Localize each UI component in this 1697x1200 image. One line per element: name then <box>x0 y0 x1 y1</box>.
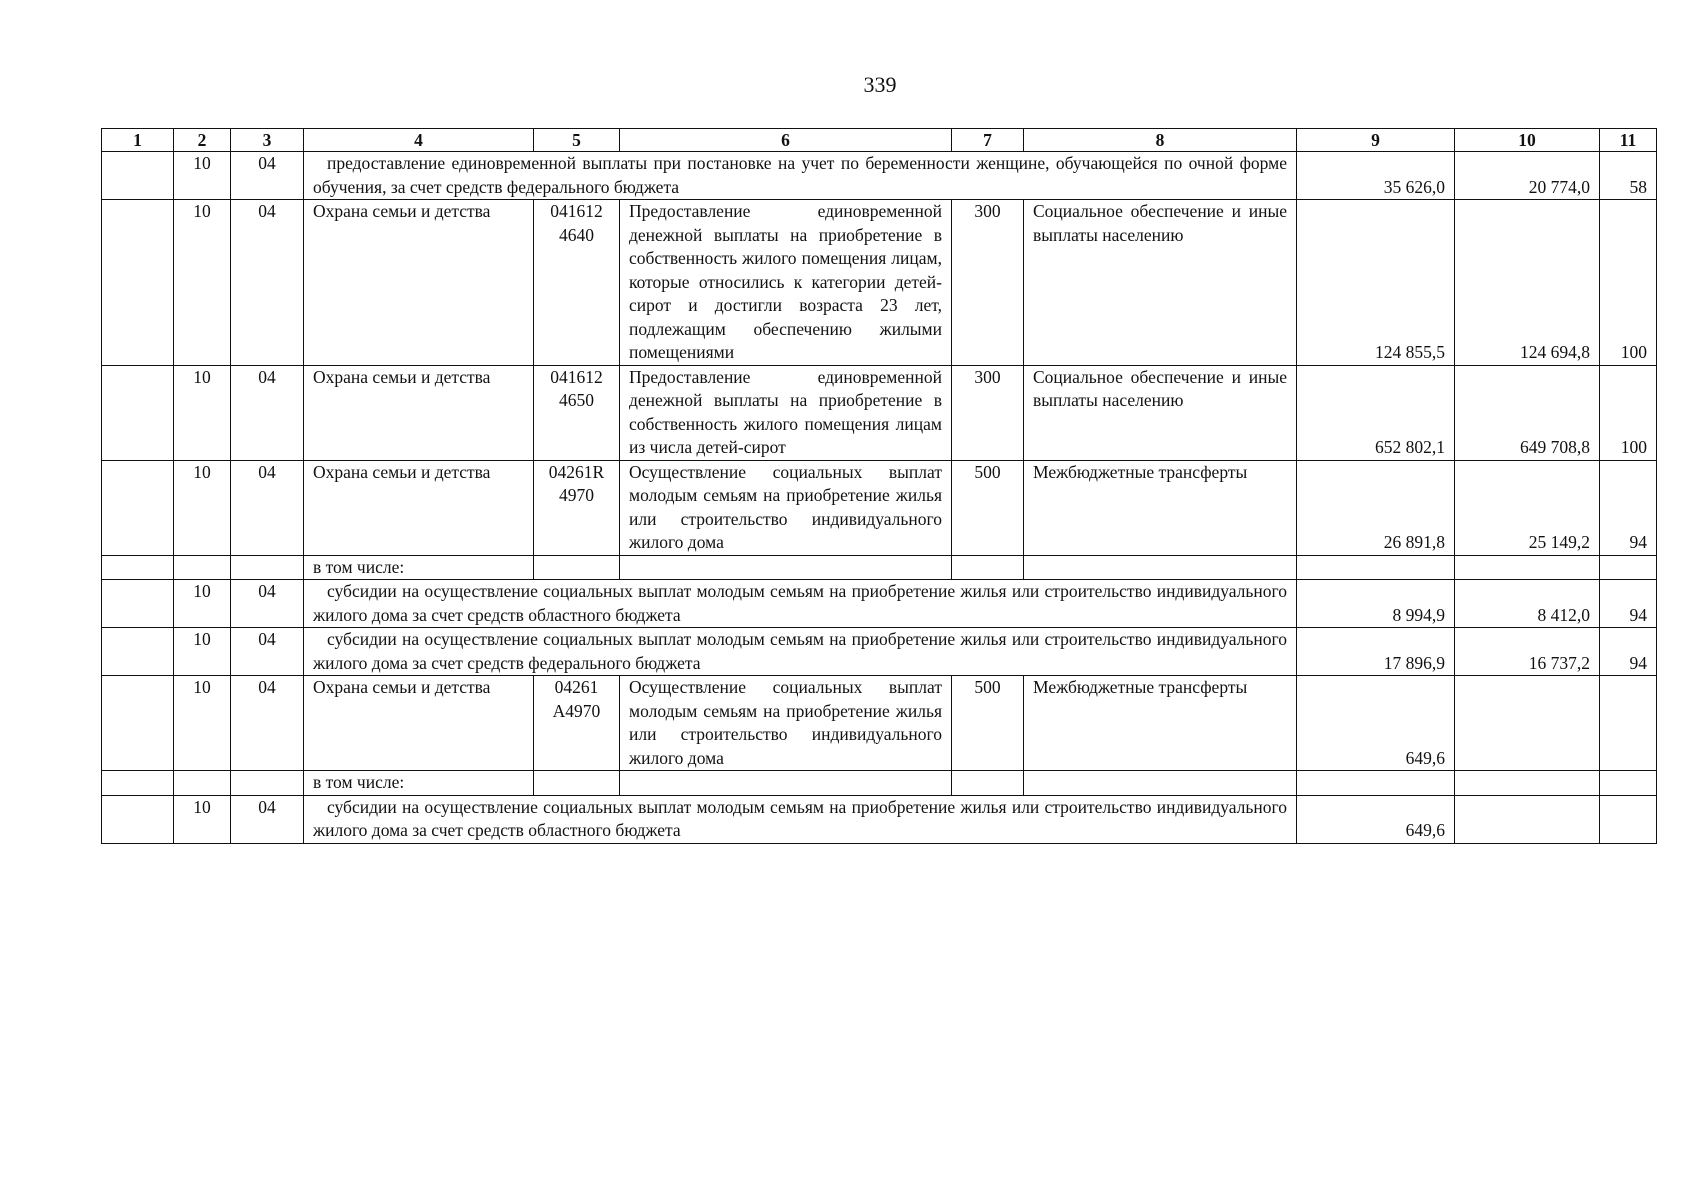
table-cell <box>1455 676 1600 771</box>
table-cell: Предоставление единовременной денежной выплаты на приобретение в собственность жилого помещения лицам, которые относились к категории детей-сирот и достигли возраста 23 лет, подлежащим обеспечению жилыми помещениями <box>620 200 952 366</box>
table-cell <box>620 771 952 796</box>
table-cell <box>1600 676 1657 771</box>
table-cell: 25 149,2 <box>1455 460 1600 555</box>
table-cell: 300 <box>952 365 1024 460</box>
table-cell: 17 896,9 <box>1297 628 1455 676</box>
table-cell: субсидии на осуществление социальных выплат молодым семьям на приобретение жилья или строительство индивидуального жилого дома за счет средств областного бюджета <box>304 795 1297 843</box>
table-cell <box>952 555 1024 580</box>
table-cell: 04 <box>231 580 304 628</box>
table-row <box>102 580 1657 628</box>
table-cell: 10 <box>174 580 231 628</box>
table-cell: субсидии на осуществление социальных выплат молодым семьям на приобретение жилья или строительство индивидуального жилого дома за счет средств областного бюджета <box>304 580 1297 628</box>
table-cell: 649 708,8 <box>1455 365 1600 460</box>
table-cell: 26 891,8 <box>1297 460 1455 555</box>
table-cell: 94 <box>1600 460 1657 555</box>
table-cell: 04 <box>231 628 304 676</box>
table-cell <box>1455 555 1600 580</box>
table-cell: Межбюджетные трансферты <box>1024 676 1297 771</box>
table-cell: 10 <box>174 676 231 771</box>
table-cell: 04261R 4970 <box>534 460 620 555</box>
table-cell <box>1600 795 1657 843</box>
table-cell: Охрана семьи и детства <box>304 200 534 366</box>
table-cell <box>102 771 174 796</box>
table-cell: 04 <box>231 200 304 366</box>
table-row <box>102 555 1657 580</box>
table-cell: 10 <box>174 460 231 555</box>
table-cell: предоставление единовременной выплаты при постановке на учет по беременности женщине, обучающейся по очной форме обучения, за счет средств федерального бюджета <box>304 152 1297 200</box>
table-cell <box>1024 555 1297 580</box>
table-cell: Предоставление единовременной денежной выплаты на приобретение в собственность жилого помещения лицам из числа детей-сирот <box>620 365 952 460</box>
table-cell <box>102 555 174 580</box>
table-cell: 649,6 <box>1297 676 1455 771</box>
table-cell <box>1024 771 1297 796</box>
table-cell <box>174 555 231 580</box>
table-row <box>102 628 1657 676</box>
table-cell: Охрана семьи и детства <box>304 365 534 460</box>
table-cell <box>952 771 1024 796</box>
table-cell: Охрана семьи и детства <box>304 460 534 555</box>
table-cell: Осуществление социальных выплат молодым семьям на приобретение жилья или строительство индивидуального жилого дома <box>620 676 952 771</box>
table-cell: 94 <box>1600 580 1657 628</box>
table-cell: 100 <box>1600 365 1657 460</box>
table-cell: 100 <box>1600 200 1657 366</box>
table-cell: 20 774,0 <box>1455 152 1600 200</box>
table-row <box>102 460 1657 555</box>
header-row <box>102 129 1657 152</box>
table-cell <box>102 200 174 366</box>
table-row <box>102 365 1657 460</box>
table-cell <box>1455 795 1600 843</box>
table-row <box>102 200 1657 366</box>
table-cell: 8 412,0 <box>1455 580 1600 628</box>
table-cell: 649,6 <box>1297 795 1455 843</box>
table-cell <box>102 460 174 555</box>
table-cell: в том числе: <box>304 771 534 796</box>
page-number: 339 <box>863 72 897 97</box>
table-cell: Охрана семьи и детства <box>304 676 534 771</box>
column-header: 10 <box>1455 129 1600 152</box>
table-cell: Осуществление социальных выплат молодым семьям на приобретение жилья или строительство индивидуального жилого дома <box>620 460 952 555</box>
table-cell: 8 994,9 <box>1297 580 1455 628</box>
table-cell: 10 <box>174 795 231 843</box>
table-cell: 04 <box>231 365 304 460</box>
table-cell: 04 <box>231 152 304 200</box>
table-cell: 10 <box>174 200 231 366</box>
table-cell: Социальное обеспечение и иные выплаты населению <box>1024 200 1297 366</box>
table-cell: 58 <box>1600 152 1657 200</box>
table-cell: Межбюджетные трансферты <box>1024 460 1297 555</box>
table-cell <box>1455 771 1600 796</box>
table-cell <box>102 365 174 460</box>
table-cell: 04261 А4970 <box>534 676 620 771</box>
table-cell: 500 <box>952 676 1024 771</box>
table-cell <box>1600 771 1657 796</box>
column-header: 1 <box>102 129 174 152</box>
table-cell <box>231 555 304 580</box>
table-cell: 500 <box>952 460 1024 555</box>
column-header: 4 <box>304 129 534 152</box>
table-cell: 10 <box>174 152 231 200</box>
table-cell: 041612 4640 <box>534 200 620 366</box>
table-row <box>102 152 1657 200</box>
budget-table <box>101 128 1657 844</box>
table-cell: субсидии на осуществление социальных выплат молодым семьям на приобретение жилья или строительство индивидуального жилого дома за счет средств федерального бюджета <box>304 628 1297 676</box>
table-cell: Социальное обеспечение и иные выплаты населению <box>1024 365 1297 460</box>
table-cell <box>534 771 620 796</box>
table-cell: 10 <box>174 365 231 460</box>
table-row <box>102 676 1657 771</box>
column-header: 3 <box>231 129 304 152</box>
table-cell: 10 <box>174 628 231 676</box>
table-cell: в том числе: <box>304 555 534 580</box>
column-header: 5 <box>534 129 620 152</box>
table-cell <box>102 152 174 200</box>
column-header: 2 <box>174 129 231 152</box>
table-row <box>102 771 1657 796</box>
table-cell: 041612 4650 <box>534 365 620 460</box>
table-cell <box>102 580 174 628</box>
table-row <box>102 795 1657 843</box>
table-cell: 35 626,0 <box>1297 152 1455 200</box>
table-cell <box>231 771 304 796</box>
column-header: 11 <box>1600 129 1657 152</box>
column-header: 7 <box>952 129 1024 152</box>
table-cell <box>102 676 174 771</box>
table-cell <box>102 628 174 676</box>
table-cell: 124 855,5 <box>1297 200 1455 366</box>
table-cell <box>1297 771 1455 796</box>
table-cell: 124 694,8 <box>1455 200 1600 366</box>
table-cell: 94 <box>1600 628 1657 676</box>
table-cell: 04 <box>231 795 304 843</box>
column-header: 9 <box>1297 129 1455 152</box>
table-cell: 04 <box>231 676 304 771</box>
table-cell: 04 <box>231 460 304 555</box>
table-cell <box>1600 555 1657 580</box>
column-header: 6 <box>620 129 952 152</box>
table-cell <box>102 795 174 843</box>
table-cell <box>620 555 952 580</box>
table-cell <box>534 555 620 580</box>
table-cell <box>1297 555 1455 580</box>
table-body <box>102 129 1657 844</box>
table-cell: 16 737,2 <box>1455 628 1600 676</box>
table-cell: 652 802,1 <box>1297 365 1455 460</box>
column-header: 8 <box>1024 129 1297 152</box>
table-cell <box>174 771 231 796</box>
table-cell: 300 <box>952 200 1024 366</box>
